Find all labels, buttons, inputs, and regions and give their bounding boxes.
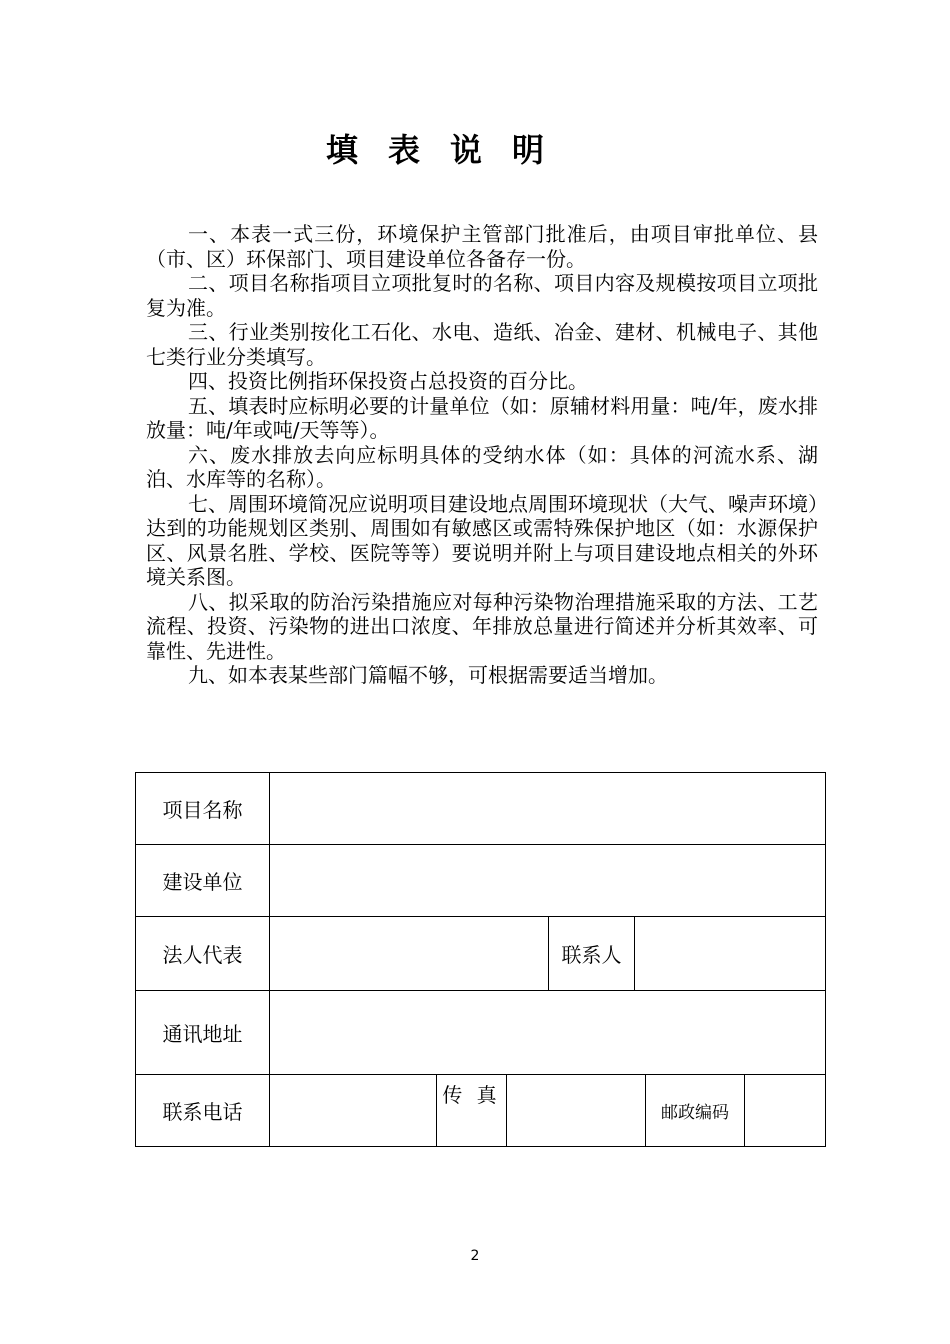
instruction-item-7: 七、周围环境简况应说明项目建设地点周围环境现状（大气、噪声环境）达到的功能规划区类别、周围如有敏感区或需特殊保护地区（如：水源保护区、风景名胜、学校、医院等等）要说明并附上与项目建设地点相关的外环境关系图。 bbox=[146, 491, 818, 589]
table-row bbox=[136, 1075, 826, 1147]
builder-label: 建设单位 bbox=[136, 845, 270, 917]
instruction-item-3: 三、行业类别按化工石化、水电、造纸、冶金、建材、机械电子、其他七类行业分类填写。 bbox=[146, 320, 818, 369]
fax-field[interactable] bbox=[507, 1075, 646, 1147]
postal-code-label: 邮政编码 bbox=[646, 1075, 745, 1147]
instruction-item-4: 四、投资比例指环保投资占总投资的百分比。 bbox=[188, 369, 588, 393]
page-title: 填表说明 bbox=[325, 131, 574, 169]
postal-code-field[interactable] bbox=[745, 1075, 826, 1147]
page-number: 2 bbox=[470, 1248, 480, 1264]
instruction-item-9: 九、如本表某些部门篇幅不够，可根据需要适当增加。 bbox=[188, 663, 668, 687]
instruction-item-8: 八、拟采取的防治污染措施应对每种污染物治理措施采取的方法、工艺流程、投资、污染物的进出口浓度、年排放总量进行简述并分析其效率、可靠性、先进性。 bbox=[146, 589, 818, 663]
builder-field[interactable] bbox=[270, 845, 826, 917]
table-row bbox=[136, 773, 826, 845]
instructions bbox=[146, 222, 818, 688]
contact-label: 联系人 bbox=[549, 917, 635, 991]
legal-rep-label: 法人代表 bbox=[136, 917, 270, 991]
table-row bbox=[136, 845, 826, 917]
address-label: 通讯地址 bbox=[136, 991, 270, 1075]
instruction-item-2: 二、项目名称指项目立项批复时的名称、项目内容及规模按项目立项批复为准。 bbox=[146, 271, 818, 320]
fax-label: 传 真 bbox=[437, 1075, 507, 1147]
project-name-field[interactable] bbox=[270, 773, 826, 845]
project-info-table bbox=[135, 772, 826, 1147]
instruction-item-5: 五、填表时应标明必要的计量单位（如：原辅材料用量：吨/年，废水排放量：吨/年或吨/天等等）。 bbox=[146, 393, 818, 442]
address-field[interactable] bbox=[270, 991, 826, 1075]
table-row bbox=[136, 991, 826, 1075]
instruction-item-6: 六、废水排放去向应标明具体的受纳水体（如：具体的河流水系、湖泊、水库等的名称）。 bbox=[146, 442, 818, 491]
legal-rep-field[interactable] bbox=[270, 917, 549, 991]
phone-label: 联系电话 bbox=[136, 1075, 270, 1147]
phone-field[interactable] bbox=[270, 1075, 437, 1147]
contact-field[interactable] bbox=[635, 917, 826, 991]
project-name-label: 项目名称 bbox=[136, 773, 270, 845]
table-row bbox=[136, 917, 826, 991]
instruction-item-1: 一、本表一式三份，环境保护主管部门批准后，由项目审批单位、县（市、区）环保部门、项目建设单位各备存一份。 bbox=[146, 222, 818, 271]
